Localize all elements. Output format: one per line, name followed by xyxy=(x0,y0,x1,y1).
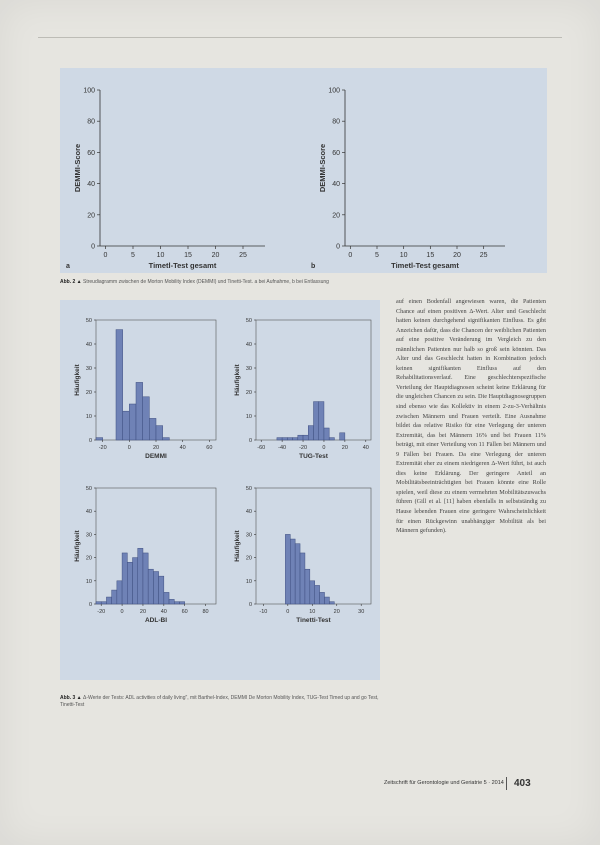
histogram-bar xyxy=(127,562,132,604)
histogram-bar xyxy=(314,402,319,440)
histogram-bar xyxy=(136,382,143,440)
x-tick-label: 40 xyxy=(160,609,167,615)
x-axis-title: ADL-BI xyxy=(144,617,168,624)
x-tick-label: 0 xyxy=(120,609,124,615)
scatter-panel-b xyxy=(311,88,505,271)
figure-3-caption-text: Δ-Werte der Tests: ADL activities of daily living", mit Barthel-Index, DEMMI De Morton Mobility Index, TUG-Test Timed up and go Test, Tinetti-Test xyxy=(60,695,379,708)
histogram-bar xyxy=(156,426,163,440)
scatter-panel-a xyxy=(66,88,265,271)
histogram-bar xyxy=(117,581,122,604)
y-axis-title: Häufigkeit xyxy=(234,364,241,396)
y-tick-label: 60 xyxy=(332,149,340,157)
x-axis-title: Timetl-Test gesamt xyxy=(148,261,217,270)
x-axis-title: TUG-Test xyxy=(299,453,328,460)
y-tick-label: 20 xyxy=(85,555,92,562)
x-tick-label: -20 xyxy=(299,445,308,451)
y-tick-label: 40 xyxy=(332,181,340,189)
histogram-bar xyxy=(149,418,156,440)
y-axis-title: DEMMI-Score xyxy=(318,143,327,193)
y-tick-label: 0 xyxy=(91,243,95,251)
footer-journal: Zeitschrift für Gerontologie und Geriatrie 5 · 2014 xyxy=(384,780,504,786)
y-tick-label: 80 xyxy=(332,118,340,126)
y-tick-label: 20 xyxy=(87,212,95,220)
histogram-bar xyxy=(329,602,334,604)
y-tick-label: 80 xyxy=(87,118,95,126)
histogram-bar xyxy=(153,572,158,604)
body-text-column: auf einen Bodenfall angewiesen waren, die Patienten Chance auf einen positiven Δ-Wert. Alter und Geschlecht hatten keinen durchgehend signifikanten Einfluss. Es gibt Anzeichen dafür, dass die Chancen der weiblichen Patienten auf eine positive Veränderung im Vergleich zu den männlichen Patienten nur halb so groß sein könnten. Das Alter und das Geschlecht hatten in Kombination jedoch keinen signifikanten Einfluss auf den Rehabilitationsverlauf. Eine geschlechterspezifische Verteilung der Hauptdiagnosen scheint keine Erklärung für die ungleichen Chancen zu sein. Die Hauptdiagnosegruppen sind ebenso wie das Kollektiv in einem 2-zu-3-Verhältnis zwischen Männern und Frauen verteilt. Eine Ausnahme bildet das relative Risiko für eine Verlegung der unteren Extremität, das bei Männern 16% und bei Frauen 11% beträgt, mit einer Verteilung von 11 Fällen bei Männern und 9 Fällen bei Frauen. Da eine Verlegung der unteren Extremität eher zu einem niedrigeren Δ-Wert führt, ist auch dies keine Erklärung. Der geringere Anteil an Mobilitätsbeeinträchtigten bei Frauen könnte eine Rolle spielen, weil diese zu einem vermehrten Mobilitätszuwachs führen (Gill et al. [11] haben ebenfalls in selbstständig zu Hause lebenden Frauen eine geringere Wahrscheinlichkeit für einen Rückgewinn unabhängiger Mobilität als bei Männern gefunden). xyxy=(396,298,546,535)
y-tick-label: 50 xyxy=(245,486,252,492)
x-tick-label: 10 xyxy=(156,252,165,259)
histogram-bar xyxy=(174,602,179,604)
y-tick-label: 0 xyxy=(88,438,92,444)
histogram-bar xyxy=(96,602,101,604)
y-tick-label: 50 xyxy=(245,318,252,324)
histogram-panel-4 xyxy=(234,486,371,624)
x-tick-label: 15 xyxy=(184,252,192,259)
y-tick-label: 30 xyxy=(245,532,252,539)
y-tick-label: 10 xyxy=(85,578,92,585)
figure-2-caption-label: Abb. 2 ▲ xyxy=(60,279,82,285)
y-axis-title: Häufigkeit xyxy=(74,530,81,562)
y-tick-label: 30 xyxy=(85,532,92,539)
y-axis-title: Häufigkeit xyxy=(234,530,241,562)
x-tick-label: 20 xyxy=(341,445,348,451)
histogram-bar xyxy=(319,402,324,440)
histogram-bar xyxy=(287,438,292,440)
histogram-bar xyxy=(138,548,143,604)
y-tick-label: 20 xyxy=(85,390,92,396)
y-tick-label: 40 xyxy=(245,342,252,348)
histogram-bar xyxy=(320,592,325,604)
x-tick-label: 25 xyxy=(479,252,488,259)
histogram-bar xyxy=(143,553,148,604)
histogram-bar xyxy=(308,426,313,440)
figure-2-caption-text: Streudiagramm zwischen de Morton Mobility Index (DEMMI) und Tinetti-Test. a bei Aufnahme, b bei Entlassung xyxy=(83,279,329,285)
x-tick-label: 0 xyxy=(348,252,353,259)
x-tick-label: 60 xyxy=(206,445,213,451)
y-tick-label: 10 xyxy=(245,578,252,585)
y-tick-label: 100 xyxy=(83,87,95,95)
histogram-bar xyxy=(143,397,150,440)
x-tick-label: 20 xyxy=(453,252,461,259)
x-tick-label: 40 xyxy=(179,445,186,451)
page-number: 403 xyxy=(514,778,531,789)
y-tick-label: 50 xyxy=(85,486,92,492)
histogram-bar xyxy=(324,428,329,440)
figure-2 xyxy=(60,68,547,273)
y-tick-label: 20 xyxy=(245,555,252,562)
y-tick-label: 40 xyxy=(85,509,92,516)
x-tick-label: 60 xyxy=(181,609,188,615)
figure-3-caption-label: Abb. 3 ▲ xyxy=(60,695,82,701)
histogram-bar xyxy=(129,404,136,440)
y-tick-label: 0 xyxy=(88,602,92,608)
x-tick-label: 20 xyxy=(333,609,340,615)
histogram-bar xyxy=(300,553,305,604)
histogram-bar xyxy=(122,553,127,604)
histogram-bar xyxy=(123,411,130,440)
histogram-bar xyxy=(163,438,170,440)
histogram-bar xyxy=(101,602,106,604)
x-tick-label: 10 xyxy=(309,609,316,615)
x-tick-label: 15 xyxy=(426,252,435,259)
x-tick-label: -10 xyxy=(259,609,268,615)
x-tick-label: 5 xyxy=(131,252,135,259)
footer-divider xyxy=(506,777,507,790)
histogram-panel-1 xyxy=(74,318,216,460)
y-tick-label: 20 xyxy=(332,212,340,220)
histogram-bar xyxy=(305,569,310,604)
histogram-bar xyxy=(298,435,303,440)
panel-letter: b xyxy=(311,263,316,270)
figure-2-scatterplots xyxy=(60,68,547,273)
x-tick-label: 20 xyxy=(152,445,160,451)
histogram-bar xyxy=(295,544,300,604)
histogram-bar xyxy=(164,592,169,604)
x-tick-label: 80 xyxy=(202,609,209,615)
figure-3-histograms xyxy=(60,300,380,680)
histogram-bar xyxy=(282,438,287,440)
x-axis-title: Timetl-Test gesamt xyxy=(391,261,459,270)
histogram-bar xyxy=(290,539,295,604)
y-axis-title: DEMMI-Score xyxy=(73,143,82,193)
histogram-bar xyxy=(310,581,315,604)
histogram-bar xyxy=(325,597,330,604)
histogram-bar xyxy=(159,576,164,604)
figure-2-caption xyxy=(60,279,547,286)
histogram-bar xyxy=(169,599,174,604)
header-rule xyxy=(38,37,562,38)
histogram-bar xyxy=(133,558,138,604)
x-tick-label: 0 xyxy=(322,445,326,451)
y-tick-label: 10 xyxy=(85,414,92,420)
x-tick-label: 0 xyxy=(127,445,131,451)
histogram-bar xyxy=(285,534,290,604)
histogram-bar xyxy=(340,433,345,440)
x-tick-label: 25 xyxy=(239,252,247,259)
x-tick-label: 20 xyxy=(139,609,147,615)
x-tick-label: 10 xyxy=(399,252,408,259)
histogram-panel-2 xyxy=(234,318,371,460)
histogram-bar xyxy=(277,438,282,440)
histogram-bar xyxy=(96,438,103,440)
histogram-bar xyxy=(315,585,320,604)
figure-3 xyxy=(60,300,380,680)
x-tick-label: 0 xyxy=(103,252,108,259)
y-tick-label: 0 xyxy=(248,602,252,608)
y-tick-label: 50 xyxy=(85,318,92,324)
y-tick-label: 0 xyxy=(248,438,252,444)
x-tick-label: -20 xyxy=(98,445,107,451)
x-tick-label: -60 xyxy=(257,445,266,451)
y-tick-label: 20 xyxy=(245,390,252,396)
x-tick-label: 5 xyxy=(375,252,379,259)
x-tick-label: -40 xyxy=(278,445,287,451)
histogram-panel-3 xyxy=(74,486,216,624)
x-axis-title: Tinetti-Test xyxy=(296,617,331,624)
x-axis-title: DEMMI xyxy=(145,453,167,460)
y-tick-label: 30 xyxy=(245,366,252,372)
x-tick-label: 20 xyxy=(211,252,220,259)
histogram-bar xyxy=(148,569,153,604)
y-tick-label: 10 xyxy=(245,414,252,420)
y-axis-title: Häufigkeit xyxy=(74,364,81,396)
y-tick-label: 40 xyxy=(85,342,92,348)
histogram-bar xyxy=(293,438,298,440)
y-tick-label: 30 xyxy=(85,366,92,372)
histogram-bar xyxy=(329,438,334,440)
y-tick-label: 60 xyxy=(87,149,95,157)
y-tick-label: 40 xyxy=(245,509,252,516)
y-tick-label: 40 xyxy=(87,181,95,189)
histogram-bar xyxy=(112,590,117,604)
x-tick-label: -20 xyxy=(97,609,106,615)
histogram-bar xyxy=(116,330,123,440)
y-tick-label: 0 xyxy=(336,243,340,251)
histogram-bar xyxy=(106,597,111,604)
y-tick-label: 100 xyxy=(328,87,340,95)
x-tick-label: 40 xyxy=(362,445,369,451)
figure-3-caption xyxy=(60,695,380,708)
panel-letter: a xyxy=(66,263,70,270)
x-tick-label: 0 xyxy=(286,609,290,615)
histogram-bar xyxy=(179,602,184,604)
x-tick-label: 30 xyxy=(358,609,365,615)
histogram-bar xyxy=(303,435,308,440)
